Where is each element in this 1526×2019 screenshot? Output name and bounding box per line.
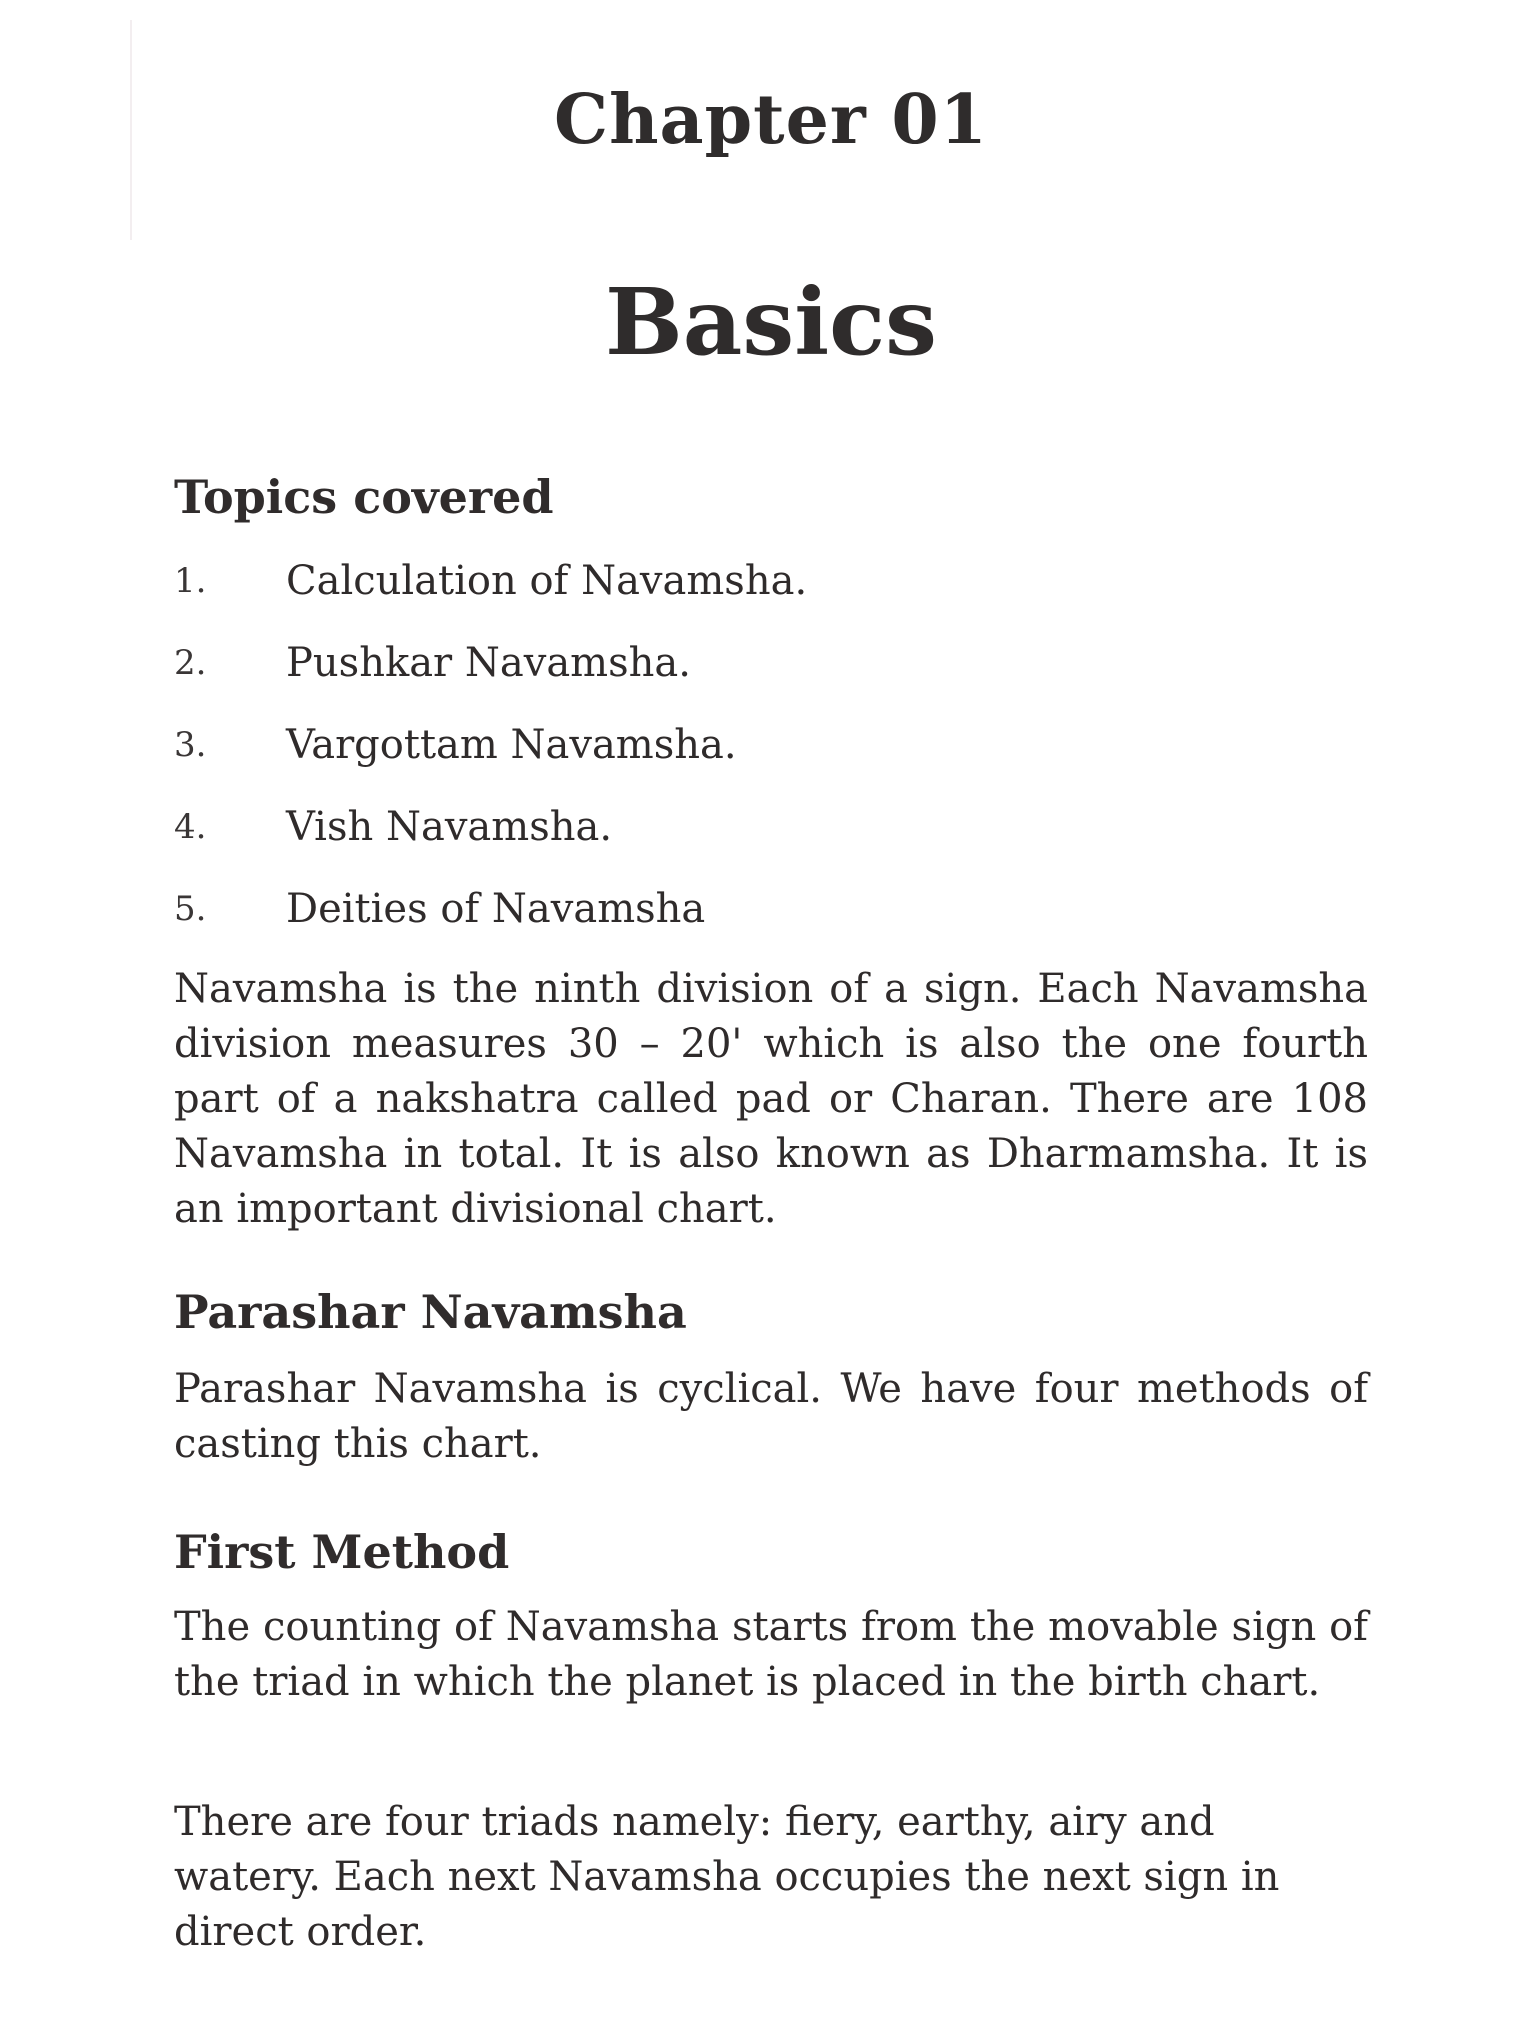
topic-number: 5. (174, 889, 207, 929)
topic-number: 1. (174, 561, 207, 601)
topic-item (174, 801, 807, 883)
topic-item (174, 719, 807, 801)
topics-heading: Topics covered (174, 470, 554, 524)
page-edge-line (130, 20, 132, 240)
topic-text: Vish Navamsha. (286, 804, 613, 850)
topic-item (174, 883, 807, 965)
topic-number: 4. (174, 807, 207, 847)
first-method-heading: First Method (174, 1525, 510, 1579)
first-method-paragraph: The counting of Navamsha starts from the movable sign of the triad in which the planet is placed in the birth chart. (174, 1604, 1368, 1705)
parashar-paragraph: Parashar Navamsha is cyclical. We have four methods of casting this chart. (174, 1366, 1368, 1467)
topic-text: Calculation of Navamsha. (286, 558, 808, 604)
topic-text: Deities of Navamsha (286, 886, 706, 932)
parashar-heading: Parashar Navamsha (174, 1285, 687, 1339)
chapter-label: Chapter 01 (554, 80, 988, 160)
topic-text: Vargottam Navamsha. (286, 722, 737, 768)
intro-paragraph: Navamsha is the ninth division of a sign. Each Navamsha division measures 30 – 20' which is also the one fourth part of a nakshatra called pad or Charan. There are 108 Navamsha in total. It is also known as Dharmamsha. It is an important divisional chart. (174, 966, 1368, 1232)
topics-list (174, 555, 807, 965)
topic-text: Pushkar Navamsha. (286, 640, 691, 686)
chapter-title: Basics (605, 268, 937, 376)
topic-number: 2. (174, 643, 207, 683)
triads-paragraph: There are four triads namely: fiery, earthy, airy and watery. Each next Navamsha occupies the next sign in direct order. (174, 1799, 1280, 1955)
topic-number: 3. (174, 725, 207, 765)
topic-item (174, 555, 807, 637)
topic-item (174, 637, 807, 719)
